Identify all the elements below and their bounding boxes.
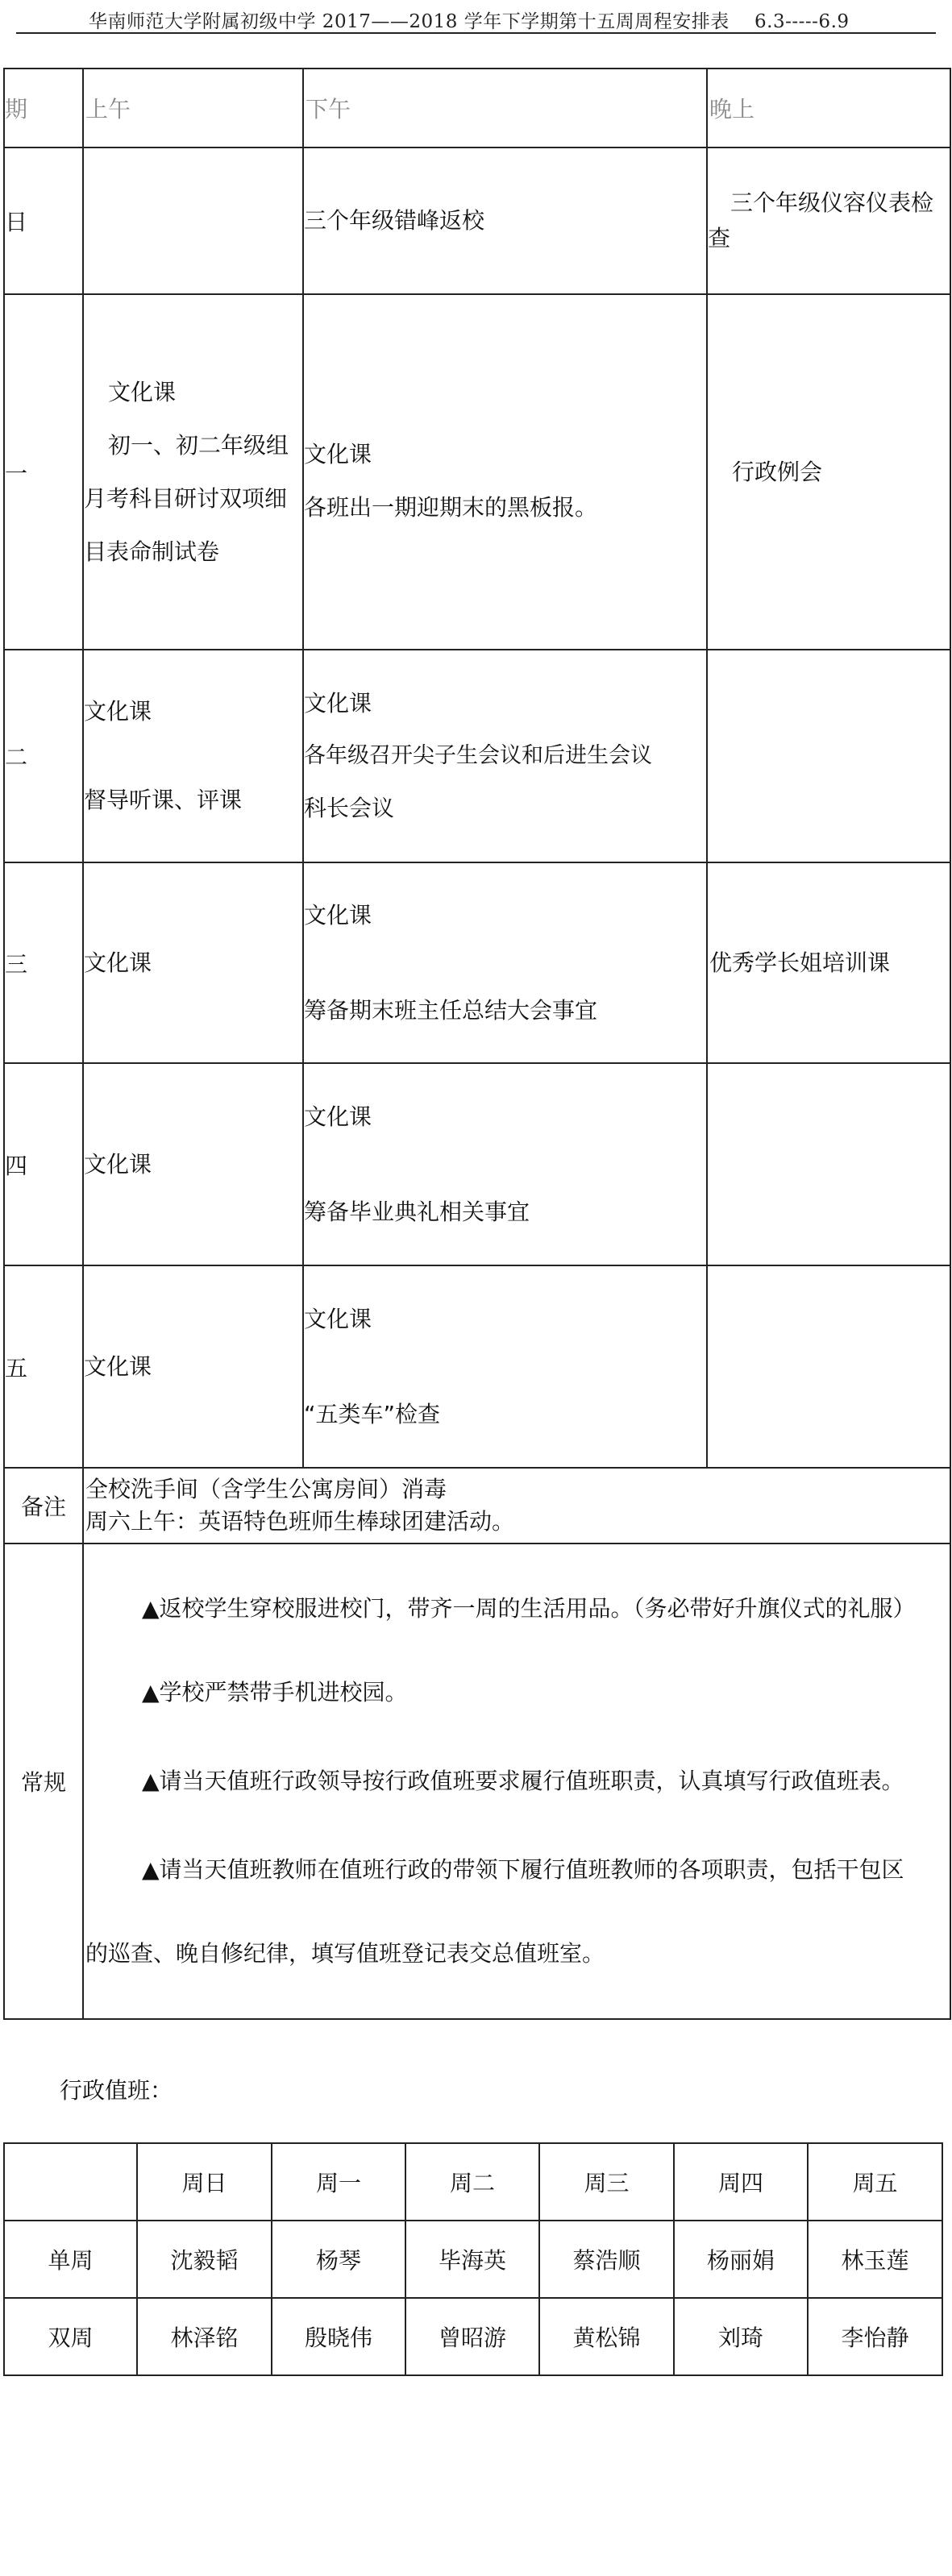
evening-line: 行政例会 [732,458,823,485]
am-line: 文化课 [108,378,177,405]
header-divider [16,32,936,34]
column-header-day: 期 [4,69,83,147]
weekly-schedule-table [3,68,951,2020]
schedule-row-friday [4,1265,950,1468]
pm-line: 文化课 [304,690,372,717]
routine-item: ▲学校严禁带手机进校园。 [142,1679,408,1706]
routine-item: ▲请当天值班教师在值班行政的带领下履行值班教师的各项职责，包括干包区 [142,1856,904,1883]
pm-cell [303,147,707,294]
routine-label: 常规 [4,1544,83,2019]
duty-row-label: 单周 [4,2221,137,2298]
remarks-row [4,1468,950,1544]
am-line: 初一、初二年级组 [108,431,289,459]
remarks-label: 备注 [4,1468,83,1544]
routine-content [83,1544,950,2019]
duty-name-cell: 杨丽娟 [674,2221,808,2298]
am-line: 文化课 [84,949,152,976]
page-title: 华南师范大学附属初级中学 2017——2018 学年下学期第十五周周程安排表 6.3-----6.9 [89,11,850,32]
evening-cell [707,147,950,294]
duty-name-cell: 黄松锦 [539,2298,674,2375]
pm-line: 各年级召开尖子生会议和后进生会议 [304,743,652,768]
evening-cell [707,862,950,1063]
schedule-row-wednesday [4,862,950,1063]
page-header [0,0,952,35]
evening-cell [707,1265,950,1468]
duty-header-cell: 周一 [272,2143,405,2221]
duty-name-cell: 林泽铭 [137,2298,272,2375]
day-label: 一 [4,294,83,650]
routine-item: 的巡查、晚自修纪律，填写值班登记表交总值班室。 [85,1940,605,1967]
day-label: 四 [4,1063,83,1265]
routine-item: ▲返校学生穿校服进校门，带齐一周的生活用品。（务必带好升旗仪式的礼服） [142,1595,916,1622]
pm-line: 筹备毕业典礼相关事宜 [304,1198,530,1225]
duty-header-cell: 周四 [674,2143,808,2221]
am-line: 目表命制试卷 [84,538,220,565]
am-line: 文化课 [84,698,152,725]
evening-line: 三个年级仪容仪表检 [730,189,934,216]
pm-cell [303,650,707,862]
duty-name-cell: 刘琦 [674,2298,808,2375]
duty-header-cell: 周日 [137,2143,272,2221]
schedule-row-tuesday [4,650,950,862]
pm-line: 科长会议 [304,795,395,821]
am-line: 月考科目研讨双项细 [84,484,288,512]
duty-row-odd-week [4,2221,942,2298]
day-label: 三 [4,862,83,1063]
pm-line: 筹备期末班主任总结大会事宜 [304,996,598,1024]
duty-name-cell: 李怡静 [808,2298,942,2375]
am-line: 督导听课、评课 [84,787,243,813]
duty-name-cell: 蔡浩顺 [539,2221,674,2298]
am-line: 文化课 [84,1150,152,1178]
day-label: 日 [4,147,83,294]
duty-name-cell: 曾昭游 [405,2298,539,2375]
duty-title: 行政值班： [60,2077,173,2104]
pm-line: 文化课 [304,1103,372,1130]
pm-cell [303,294,707,650]
duty-table [3,2142,943,2376]
schedule-header-row [4,69,950,147]
am-cell [83,650,303,862]
column-header-evening: 晚上 [707,69,950,147]
duty-name-cell: 林玉莲 [808,2221,942,2298]
duty-name-cell: 毕海英 [405,2221,539,2298]
day-label: 五 [4,1265,83,1468]
pm-cell [303,862,707,1063]
duty-name-cell: 沈毅韬 [137,2221,272,2298]
am-cell [83,862,303,1063]
evening-line: 优秀学长姐培训课 [709,949,891,976]
duty-name-cell: 殷晓伟 [272,2298,405,2375]
pm-line: 三个年级错峰返校 [304,207,485,234]
routine-row [4,1544,950,2019]
column-header-am: 上午 [83,69,303,147]
evening-cell [707,650,950,862]
duty-name-cell: 杨琴 [272,2221,405,2298]
pm-line: 各班出一期迎期末的黑板报。 [304,493,598,521]
am-line: 文化课 [84,1352,152,1380]
remarks-line: 周六上午：英语特色班师生棒球团建活动。 [85,1508,515,1535]
evening-line: 查 [708,225,731,251]
evening-cell [707,294,950,650]
duty-header-cell: 周二 [405,2143,539,2221]
am-cell [83,1265,303,1468]
schedule-row-thursday [4,1063,950,1265]
pm-cell [303,1265,707,1468]
evening-cell [707,1063,950,1265]
schedule-row-sunday [4,147,950,294]
remarks-line: 全校洗手间（含学生公寓房间）消毒 [85,1476,447,1502]
duty-header-cell: 周三 [539,2143,674,2221]
routine-item: ▲请当天值班行政领导按行政值班要求履行值班职责，认真填写行政值班表。 [142,1768,904,1794]
duty-header-cell: 周五 [808,2143,942,2221]
duty-row-even-week [4,2298,942,2375]
pm-line: “五类车”检查 [304,1400,441,1427]
schedule-row-monday [4,294,950,650]
pm-line: 文化课 [304,440,372,467]
pm-cell [303,1063,707,1265]
day-label: 二 [4,650,83,862]
duty-header-cell [4,2143,137,2221]
pm-line: 文化课 [304,901,372,929]
am-cell [83,147,303,294]
duty-header-row [4,2143,942,2221]
am-cell [83,1063,303,1265]
column-header-pm: 下午 [303,69,707,147]
pm-line: 文化课 [304,1305,372,1332]
duty-row-label: 双周 [4,2298,137,2375]
remarks-content [83,1468,950,1544]
am-cell [83,294,303,650]
